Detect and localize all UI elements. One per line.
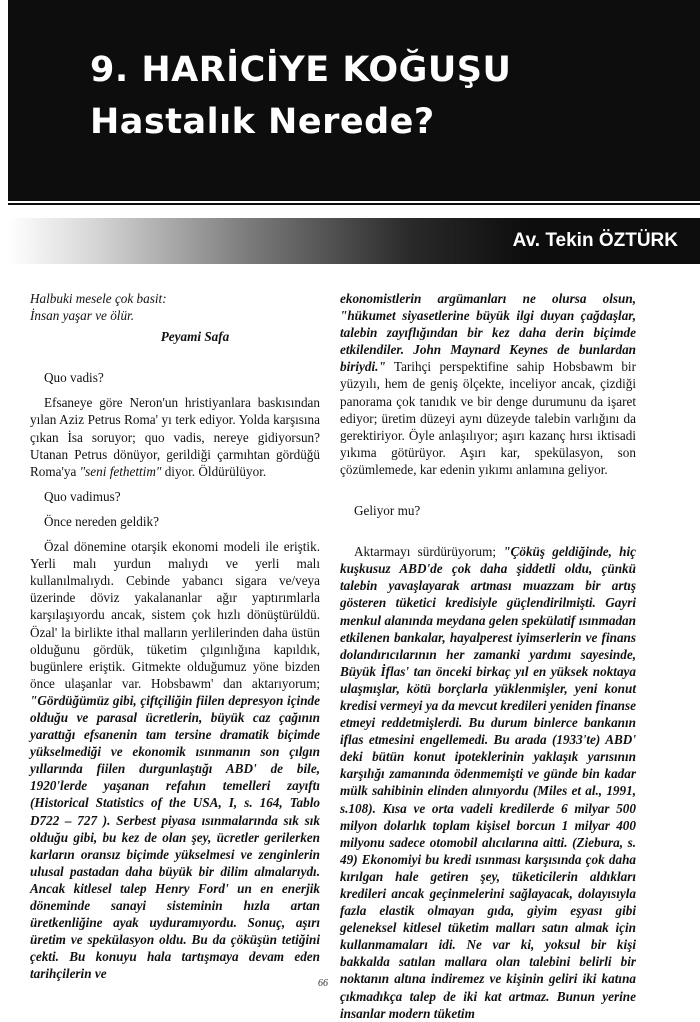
article-title	[90, 44, 511, 148]
page-number: 66	[318, 978, 328, 989]
author-name: Av. Tekin ÖZTÜRK	[512, 230, 678, 251]
paragraph: Aktarmayı sürdürüyorum; "Çöküş geldiğinde, hiç kuşkusuz ABD'de çok daha şiddetli oldu, çünkü talebin yavaşlayarak artması muazzam bir artış gösteren tüketici kredisiyle güçlendirilmişti. Gayri menkul alanında meydana gelen spekülatif ısınmadan etkilenen bankalar, hayalperest iyimserlerin ve finans dolandırıcılarının her zamanki yardımı sayesinde, Büyük İflas' tan önceki birkaç yıl en yüksek noktaya ulaşmışlar, kötü borçlarla yüklenmişler, yeni konut kredisi vermeyi ya da mevcut kredileri yeniden finanse etmeyi reddetmişlerdi. Bu durum binlerce bankanın iflas etmesini engellemedi. Bu arada (1933'te) ABD' deki bütün konut ipoteklerinin yaklaşık yarısının karşılığı zamanında ödenmemişti ve günde bin kadar mülk sahibinin elinden alınıyordu (Miles et al., 1991, s.108). Kısa ve orta vadeli kredilerde 6 milyar 500 milyon dolarlık toplam kişisel borcun 1 milyar 400 milyonu sadece otomobil alıcılarına aitti. (Ziebura, s. 49) Ekonomiyi bu kredi ısınması karşısında çok daha kırılgan hale getiren şey, tüketicilerin aldıkları kredileri ancak geçinmelerini sağlayacak, dolayısıyla fazla elastik olmayan gıda, giyim eşyası gibi geleneksel kitlesel tüketim malları satın almak için kullanmamaları idi. Ne var ki, yoksul bir kişi bakkalda satılan mallara olan talebini belirli bir noktanın altına indiremez ve kişinin geliri iki katına çıkmadıkça talep de iki kat artmaz. Bunun yerine insanlar modern tüketim	[340, 544, 637, 1021]
paragraph: Quo vadis?	[44, 370, 104, 386]
paragraph: Özal dönemine otarşik ekonomi modeli ile eriştik. Yerli malı yurdun malıydı ve yerli malı kullanılmalıydı. Cebinde yabancı sigara ve/veya üzerinde döviz yakalananlar ağır yaptırımlarla karşılaşıyordu ancak, sistem çok hızlı dönüştürüldü. Özal' la birlikte ithal malların yerlilerinden daha üstün olduğunu gördük, tüketim çılgınlığına kapıldık, bugünlere eriştik. Gitmekte olduğumuz yöne bizden önce ulaşanlar var. Hobsbawm' dan aktarıyorum; "Gördüğümüz gibi, çiftçiliğin fiilen depresyon içinde olduğu ve parasal ücretlerin, büyük caz çağının yarattığı efsanenin tam tersine dramatik biçimde yükselmediği ve ekonomik ısınmanın son çılgın yıllarında fiilen durgunlaştığı ABD' de bile, 1920'lerde yaşanan refahın temelleri zayıftı (Historical Statistics of the USA, I, s. 164, Tablo D722 – 727 ). Serbest piyasa ısınmalarında sık sık olduğu gibi, bu kez de olan şey, ücretler gerilerken karların oransız biçimde yükselmesi ve zenginlerin ulusal pastadan daha büyük bir dilim almalarıydı. Ancak kitlesel talep Henry Ford' un en enerjik döneminde sanayi sisteminin hızla artan üretkenliğine ayak uyduramıyordu. Sonuç, aşırı üretim ve spekülasyon oldu. Bu da çöküşün tetiğini çekti. Bu konuyu hala tartışmaya devam eden tarihçilerin ve	[30, 539, 320, 982]
left-column	[30, 290, 320, 982]
epigraph-line: Halbuki mesele çok basit:	[30, 291, 167, 306]
paragraph: Quo vadimus?	[44, 488, 121, 504]
epigraph-line: İnsan yaşar ve ölür.	[30, 308, 135, 324]
right-column	[340, 290, 636, 1022]
paragraph: Önce nereden geldik?	[44, 513, 159, 529]
paragraph: Efsaneye göre Neron'un hristiyanlara baskısından yılan Aziz Petrus Roma' yı terk ediyor. Yolda karşısına çıkan İsa soruyor; quo vadis, nereye gidiyorsun? Utanan Petrus dönüyor, gerildiği çarmıhtan gördüğü Roma'ya "seni fethettim" diyor. Öldürülüyor.	[30, 395, 320, 479]
title-line-2: Hastalık Nerede?	[90, 102, 435, 142]
paragraph: ekonomistlerin argümanları ne olursa olsun, "hükumet siyasetlerine büyük ilgi duyan çağdaşlar, talebin zayıflığından bir kez daha derin biçimde etkilendiler. John Maynard Keynes de bunlardan biriydi." Tarihçi perspektifine sahip Hobsbawm bir yüzyılı, hem de geniş ölçekte, inceliyor ancak, çizdiği panorama çok tanıdık ve bir denge durumunu da işaret ediyor; üretim düzeyi aynı düzeyde talebin varlığını da gerektiriyor. Öyle anlaşılıyor; aşırı kazanç hırsı iktisadi yıkıma götürüyor. Aşırı kar, spekülasyon, son çözümlemede, kar edenin yıkımı anlamına geliyor.	[340, 291, 636, 477]
divider	[8, 203, 700, 205]
epigraph-signature: Peyami Safa	[160, 329, 230, 345]
paragraph: Geliyor mu?	[354, 503, 421, 519]
title-line-1: 9. HARİCİYE KOĞUŞU	[90, 50, 512, 90]
